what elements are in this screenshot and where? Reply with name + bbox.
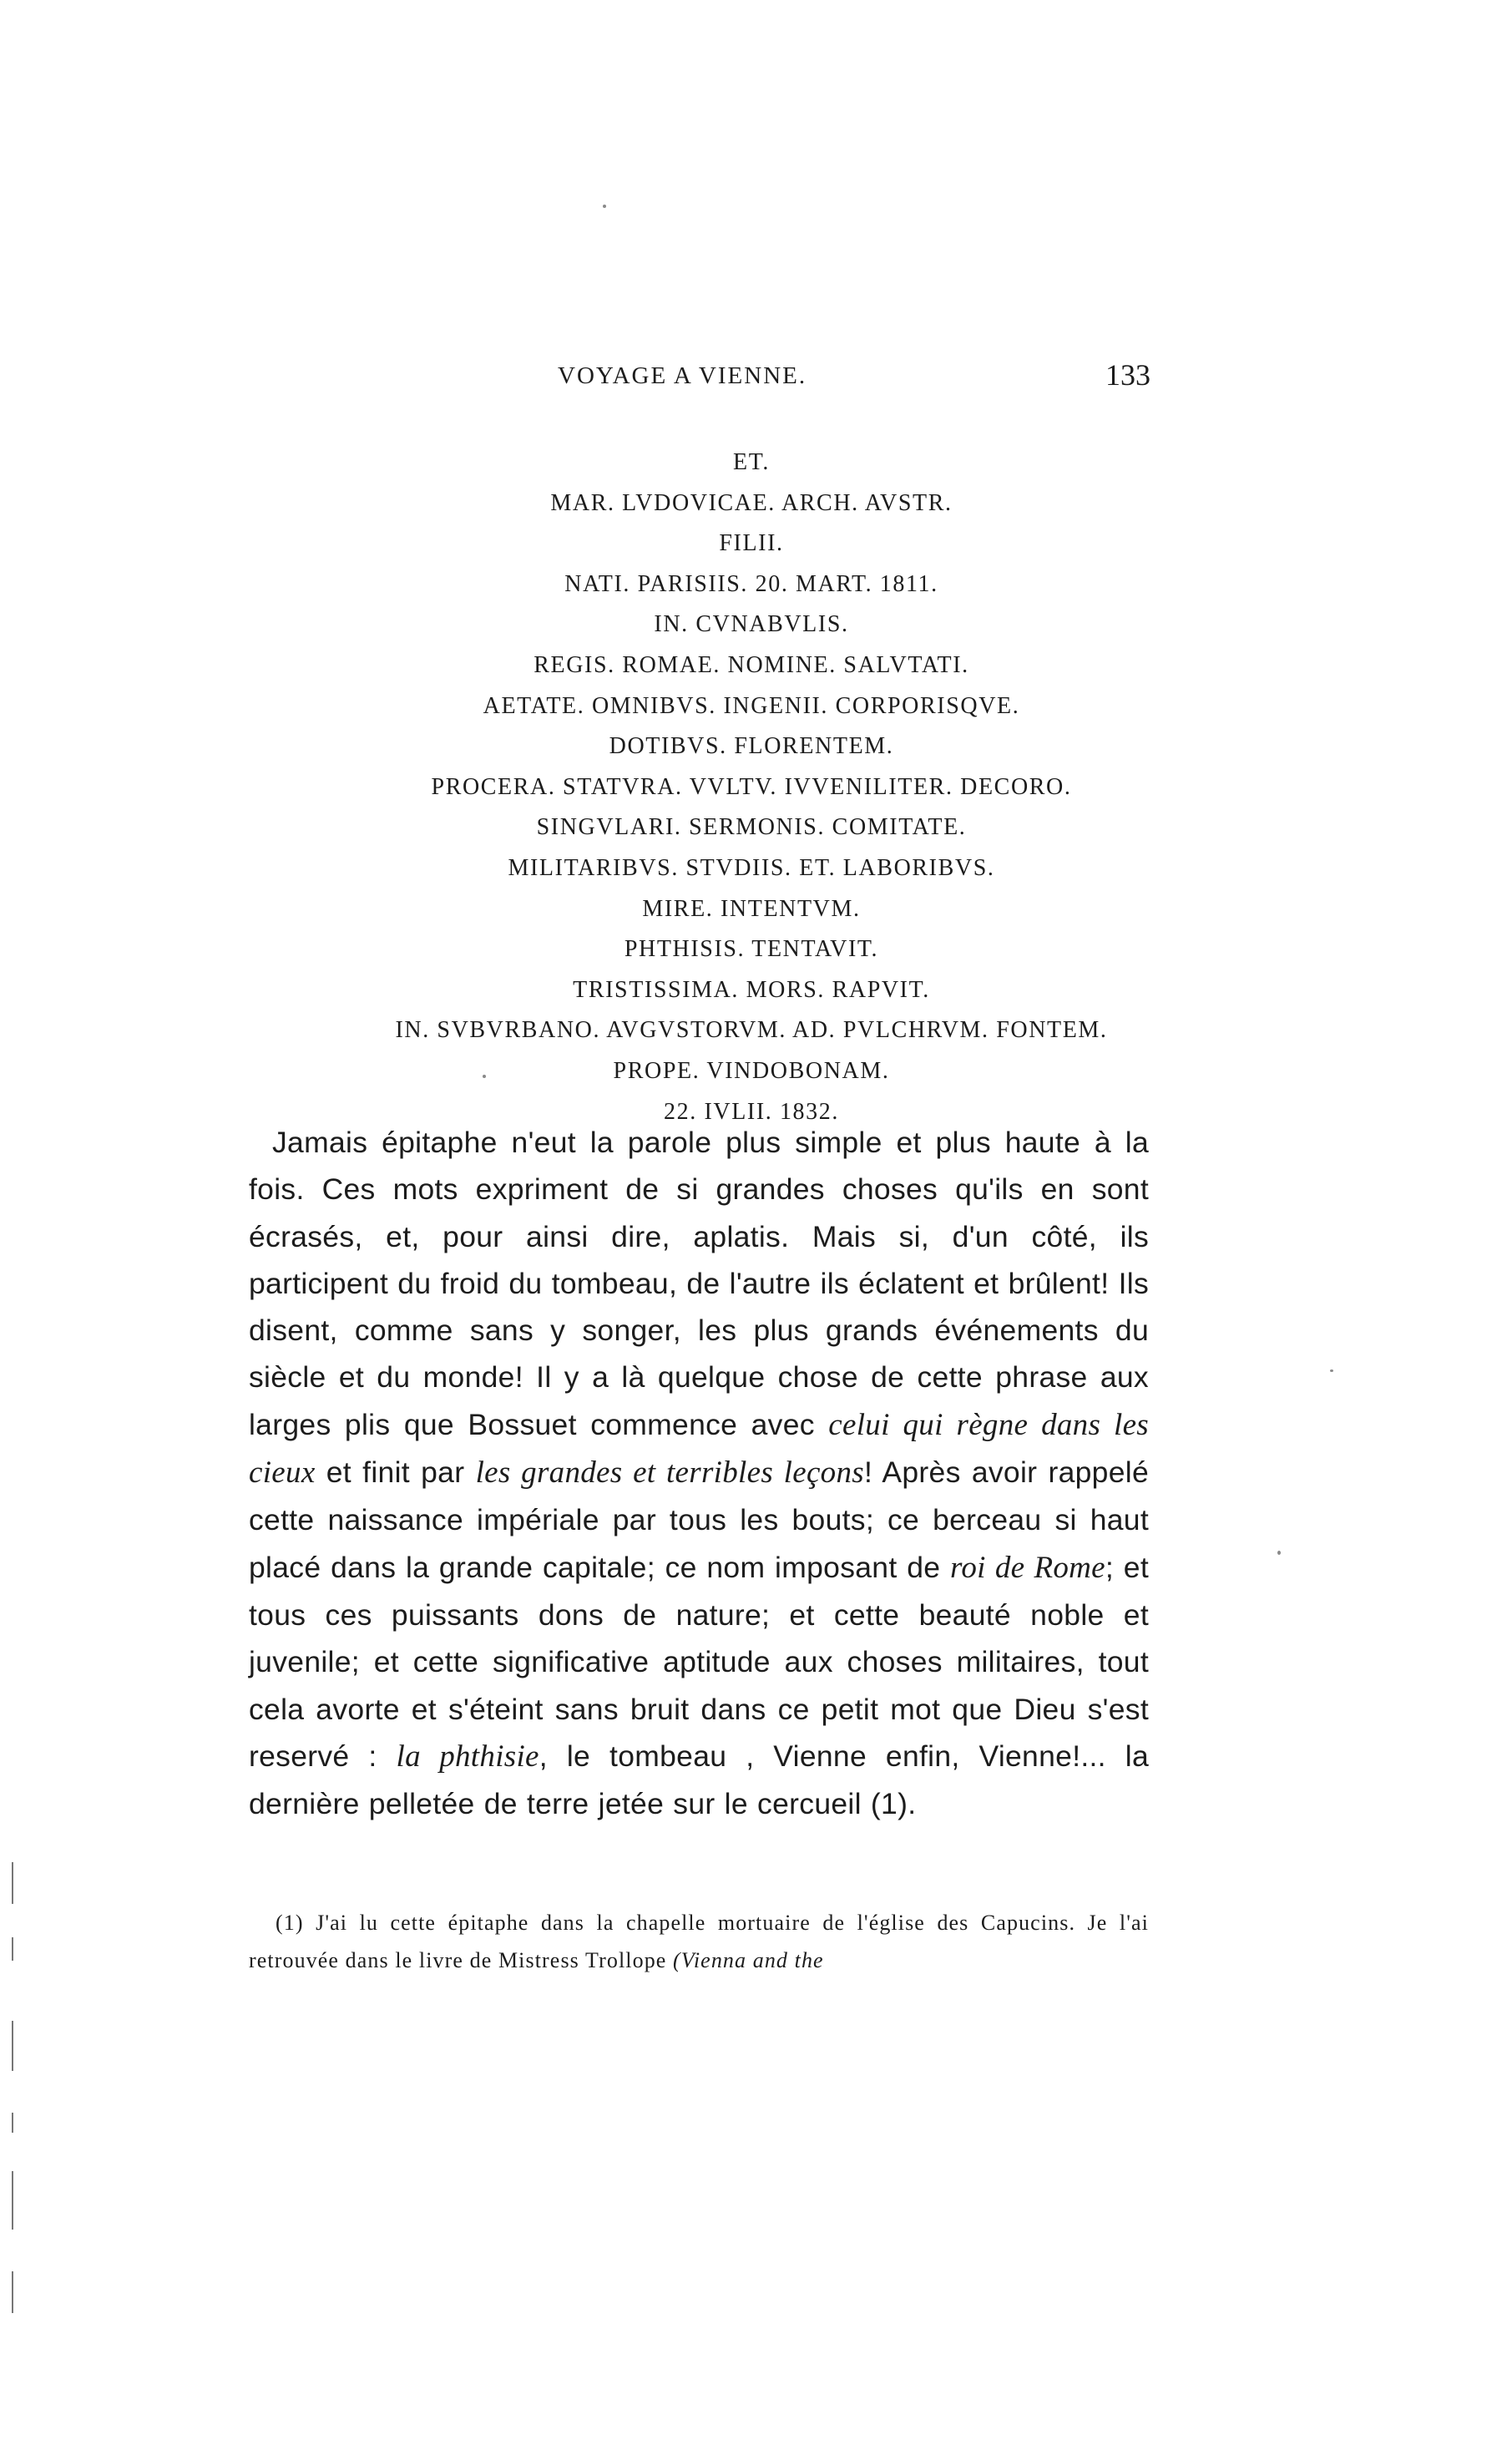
running-title: VOYAGE A VIENNE. <box>558 362 807 389</box>
epitaph-line: PHTHISIS. TENTAVIT. <box>624 936 879 963</box>
footnote-paragraph: (1) J'ai lu cette épitaphe dans la chapelle mortuaire de l'église des Capucins. Je l'ai retrouvée dans le livre de Mistress Trollope (Vienna and the <box>249 1911 1149 1972</box>
margin-mark <box>12 2113 13 2133</box>
scan-speck <box>603 205 606 208</box>
epitaph-line: FILII. <box>719 530 784 557</box>
body-text <box>249 1119 1149 1827</box>
epitaph-line: IN. CVNABVLIS. <box>654 611 849 638</box>
epitaph-line: IN. SVBVRBANO. AVGVSTORVM. AD. PVLCHRVM. FONTEM. <box>395 1017 1108 1044</box>
italic-quote: les grandes et terribles leçons <box>475 1455 864 1491</box>
epitaph-line: PROCERA. STATVRA. VVLTV. IVVENILITER. DECORO. <box>431 773 1072 800</box>
italic-quote: roi de Rome <box>950 1550 1105 1585</box>
epitaph-line: MILITARIBVS. STVDIIS. ET. LABORIBVS. <box>508 854 995 881</box>
epitaph-line: TRISTISSIMA. MORS. RAPVIT. <box>573 976 930 1003</box>
scan-speck <box>1277 1551 1281 1555</box>
margin-mark <box>12 2171 13 2230</box>
italic-quote: la phthisie <box>396 1739 539 1774</box>
epitaph-line: 22. IVLII. 1832. <box>664 1098 839 1125</box>
epitaph-line: SINGVLARI. SERMONIS. COMITATE. <box>536 814 967 841</box>
epitaph-line: DOTIBVS. FLORENTEM. <box>609 733 894 760</box>
margin-mark <box>12 2271 13 2313</box>
margin-mark <box>12 2021 13 2071</box>
margin-mark <box>12 1862 13 1904</box>
scan-speck <box>1330 1369 1333 1372</box>
epitaph-inscription <box>317 443 1186 1132</box>
epitaph-line: MIRE. INTENTVM. <box>642 895 861 922</box>
scan-speck <box>483 1075 486 1078</box>
body-paragraph: Jamais épitaphe n'eut la parole plus simple et plus haute à la fois. Ces mots expriment de si grandes choses qu'ils en sont écrasés, et, pour ainsi dire, aplatis. Mais si, d'un côté, ils participent du froid du tombeau, de l'autre ils éclatent et brûlent! Ils disent, comme sans y songer, les plus grands événements du siècle et du monde! Il y a là quelque chose de cette phrase aux larges plis que Bossuet commence avec celui qui règne dans les cieux et finit par les grandes et terribles leçons! Après avoir rappelé cette naissance impériale par tous les bouts; ce berceau si haut placé dans la grande capitale; ce nom imposant de roi de Rome; et tous ces puissants dons de nature; et cette beauté noble et juvenile; et cette significative aptitude aux choses militaires, tout cela avorte et s'éteint sans bruit dans ce petit mot que Dieu s'est reservé : la phthisie, le tombeau , Vienne enfin, Vienne!... la dernière pelletée de terre jetée sur le cercueil (1). <box>249 1126 1150 1821</box>
epitaph-line: NATI. PARISIIS. 20. MART. 1811. <box>564 570 938 597</box>
page-number: 133 <box>1105 358 1150 392</box>
epitaph-line: REGIS. ROMAE. NOMINE. SALVTATI. <box>533 651 969 678</box>
epitaph-line: ET. <box>733 449 770 475</box>
margin-mark <box>12 1937 13 1961</box>
epitaph-line: MAR. LVDOVICAE. ARCH. AVSTR. <box>550 489 953 516</box>
footnote <box>249 1904 1149 1979</box>
footnote-italic: (Vienna and the <box>673 1948 824 1972</box>
epitaph-line: AETATE. OMNIBVS. INGENII. CORPORISQVE. <box>483 692 1020 719</box>
epitaph-line: PROPE. VINDOBONAM. <box>613 1057 890 1084</box>
italic-quote: celui qui règne dans les cieux <box>249 1407 1149 1491</box>
